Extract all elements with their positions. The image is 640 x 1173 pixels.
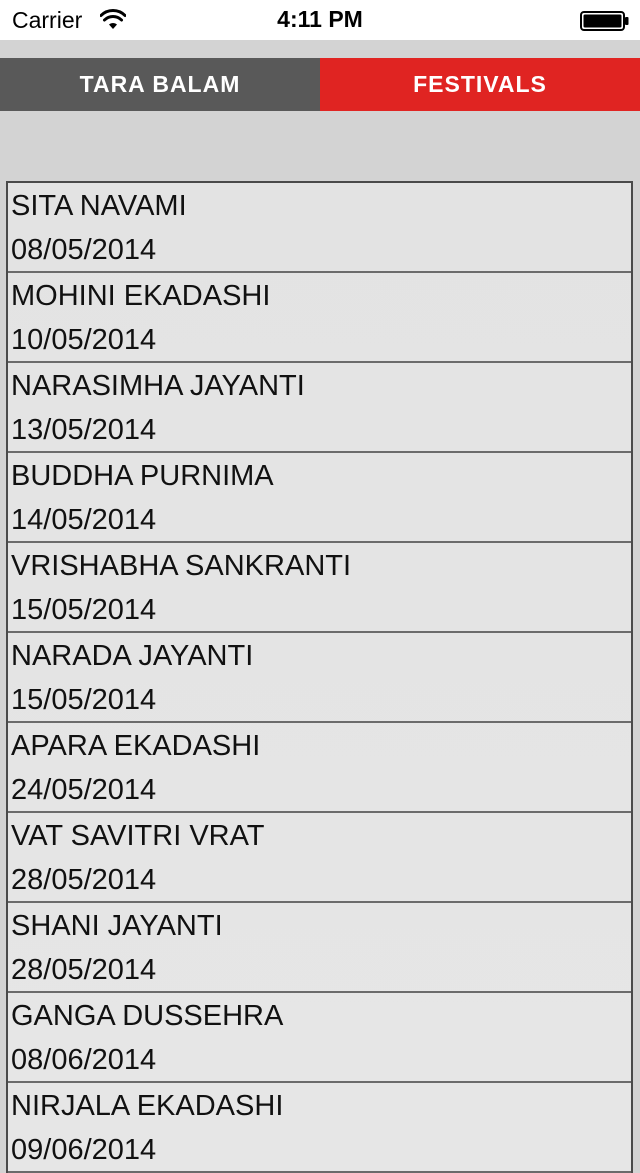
list-item[interactable] <box>8 903 631 993</box>
festival-name: MOHINI EKADASHI <box>11 280 271 312</box>
festival-name: NARASIMHA JAYANTI <box>11 370 305 402</box>
festival-name: GANGA DUSSEHRA <box>11 1000 284 1032</box>
list-item[interactable] <box>8 723 631 813</box>
list-item[interactable] <box>8 1083 631 1173</box>
festival-date: 08/06/2014 <box>11 1044 157 1076</box>
festival-date: 15/05/2014 <box>11 594 157 626</box>
festival-date: 28/05/2014 <box>11 954 157 986</box>
status-bar <box>0 0 640 40</box>
festival-list <box>6 181 633 1173</box>
festival-date: 08/05/2014 <box>11 234 157 266</box>
festival-name: SITA NAVAMI <box>11 190 187 222</box>
list-item[interactable] <box>8 273 631 363</box>
festival-date: 14/05/2014 <box>11 504 157 536</box>
list-item[interactable] <box>8 993 631 1083</box>
festival-name: NIRJALA EKADASHI <box>11 1090 284 1122</box>
festival-name: VRISHABHA SANKRANTI <box>11 550 352 582</box>
battery-icon <box>580 11 630 31</box>
festival-date: 15/05/2014 <box>11 684 157 716</box>
list-item[interactable] <box>8 633 631 723</box>
festival-name: NARADA JAYANTI <box>11 640 254 672</box>
list-item[interactable] <box>8 543 631 633</box>
festival-name: APARA EKADASHI <box>11 730 261 762</box>
festival-date: 28/05/2014 <box>11 864 157 896</box>
festival-name: BUDDHA PURNIMA <box>11 460 274 492</box>
festival-date: 24/05/2014 <box>11 774 157 806</box>
tab-tara-balam[interactable]: TARA BALAM <box>0 58 320 111</box>
festival-date: 13/05/2014 <box>11 414 157 446</box>
festival-date: 09/06/2014 <box>11 1134 157 1166</box>
list-item[interactable] <box>8 813 631 903</box>
list-item[interactable] <box>8 363 631 453</box>
tab-festivals[interactable]: FESTIVALS <box>320 58 640 111</box>
list-item[interactable] <box>8 183 631 273</box>
segmented-tabs <box>0 58 640 111</box>
list-item[interactable] <box>8 453 631 543</box>
status-time: 4:11 PM <box>277 6 363 32</box>
festival-date: 10/05/2014 <box>11 324 157 356</box>
festival-name: SHANI JAYANTI <box>11 910 223 942</box>
carrier-label: Carrier <box>12 7 83 33</box>
festival-name: VAT SAVITRI VRAT <box>11 820 265 852</box>
